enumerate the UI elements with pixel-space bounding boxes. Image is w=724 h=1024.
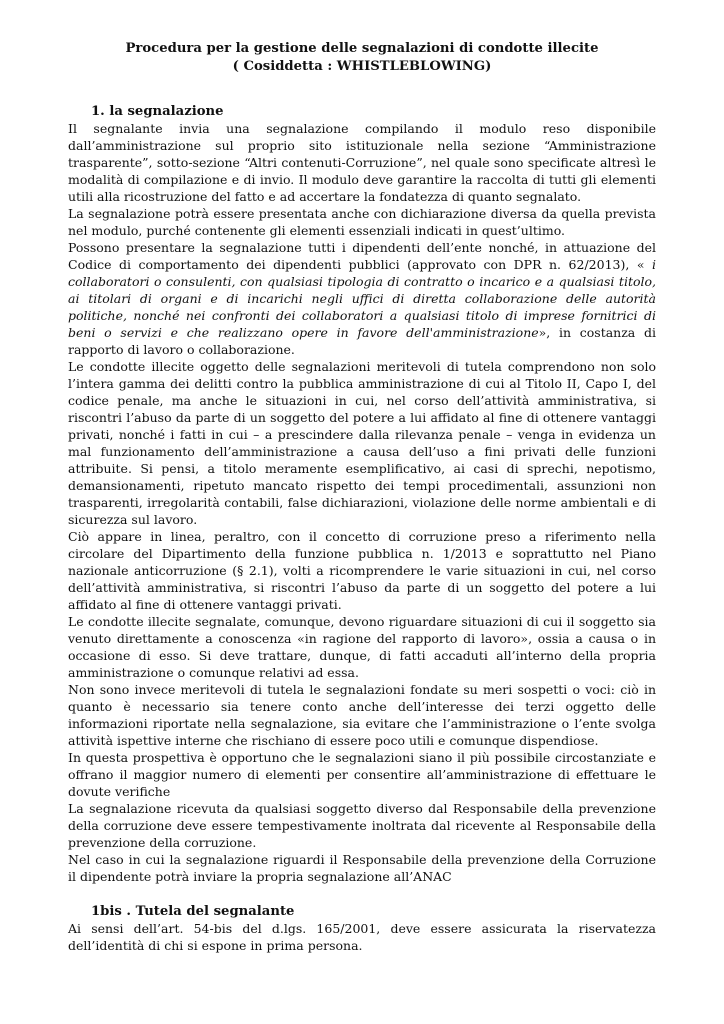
paragraph: Il segnalante invia una segnalazione compilando il modulo reso disponibile dall’amministrazione sul proprio sito istituzionale nella sezione “Amministrazione trasparente”, sotto-sezione “Altri contenuti-Corruzione”, nel quale sono specificate altresì le modalità di compilazione e di invio. Il modulo deve garantire la raccolta di tutti gli elementi utili alla ricostruzione del fatto e ad accertare la fondatezza di quanto segnalato. — [68, 121, 656, 204]
paragraph: Non sono invece meritevoli di tutela le segnalazioni fondate su meri sospetti o voci: ciò in quanto è necessario sia tenere conto anche dell’interesse dei terzi oggetto delle informazioni riportate nella segnalazione, sia evitare che l’amministrazione o l’ente svolga attività ispettive interne che rischiano di essere poco utili e comunque dispendiose. — [68, 682, 656, 748]
paragraph: Le condotte illecite oggetto delle segnalazioni meritevoli di tutela comprendono non solo l’intera gamma dei delitti contro la pubblica amministrazione di cui al Titolo II, Capo I, del codice penale, ma anche le situazioni in cui, nel corso dell’attività amministrativa, si riscontri l’abuso da parte di un soggetto del potere a lui affidato al fine di ottenere vantaggi privati, nonché i fatti in cui – a prescindere dalla rilevanza penale – venga in evidenza un mal funzionamento dell’amministrazione a causa dell’uso a fini privati delle funzioni attribuite. Si pensi, a titolo meramente esemplificativo, ai casi di sprechi, nepotismo, demansionamenti, ripetuto mancato rispetto dei tempi procedimentali, assunzioni non trasparenti, irregolarità contabili, false dichiarazioni, violazione delle norme ambientali e di sicurezza sul lavoro. — [68, 359, 656, 527]
paragraph: Ciò appare in linea, peraltro, con il concetto di corruzione preso a riferimento nella circolare del Dipartimento della funzione pubblica n. 1/2013 e soprattutto nel Piano nazionale anticorruzione (§ 2.1), volti a ricomprendere le varie situazioni in cui, nel corso dell’attività amministrativa, si riscontri l’abuso da parte di un soggetto del potere a lui affidato al fine di ottenere vantaggi privati. — [68, 529, 656, 612]
paragraph-text: », in costanza di rapporto di lavoro o collaborazione. — [68, 325, 656, 357]
paragraph: Le condotte illecite segnalate, comunque, devono riguardare situazioni di cui il soggetto sia venuto direttamente a conoscenza «in ragione del rapporto di lavoro», ossia a causa o in occasione di esso. Si deve trattare, dunque, di fatti accaduti all’interno della propria amministrazione o comunque relativi ad essa. — [68, 614, 656, 680]
section-heading-tutela: 1bis . Tutela del segnalante — [91, 904, 295, 919]
paragraph-with-quote — [68, 239, 656, 358]
document-title: Procedura per la gestione delle segnalazioni di condotte illecite — [125, 41, 599, 56]
document-page — [68, 40, 656, 954]
paragraph: In questa prospettiva è opportuno che le segnalazioni siano il più possibile circostanziate e offrano il maggior numero di elementi per consentire all’amministrazione di effettuare le dovute verifiche — [68, 750, 656, 799]
section-heading-segnalazione: 1. la segnalazione — [91, 104, 224, 119]
paragraph: Nel caso in cui la segnalazione riguardi il Responsabile della prevenzione della Corruzione il dipendente potrà inviare la propria segnalazione all’ANAC — [68, 852, 656, 884]
paragraph: Ai sensi dell’art. 54-bis del d.lgs. 165/2001, deve essere assicurata la riservatezza dell’identità di chi si espone in prima persona. — [68, 921, 656, 953]
paragraph: La segnalazione potrà essere presentata anche con dichiarazione diversa da quella prevista nel modulo, purché contenente gli elementi essenziali indicati in quest’ultimo. — [68, 206, 656, 238]
quoted-italic-text: i collaboratori o consulenti, con qualsiasi tipologia di contratto o incarico e a qualsiasi titolo, ai titolari di organi e di incarichi negli uffici di diretta collaborazione delle autorità politiche, nonché nei confronti dei collaboratori a qualsiasi titolo di imprese fornitrici di beni o servizi e che realizzano opere in favore dell'amministrazione — [68, 257, 656, 340]
paragraph-text: Possono presentare la segnalazione tutti i dipendenti dell’ente nonché, in attuazione del Codice di comportamento dei dipendenti pubblici (approvato con DPR n. 62/2013), « — [68, 240, 656, 272]
paragraph: La segnalazione ricevuta da qualsiasi soggetto diverso dal Responsabile della prevenzione della corruzione deve essere tempestivamente inoltrata dal ricevente al Responsabile della prevenzione della corruzione. — [68, 801, 656, 850]
document-subtitle: ( Cosiddetta : WHISTLEBLOWING) — [232, 59, 492, 74]
